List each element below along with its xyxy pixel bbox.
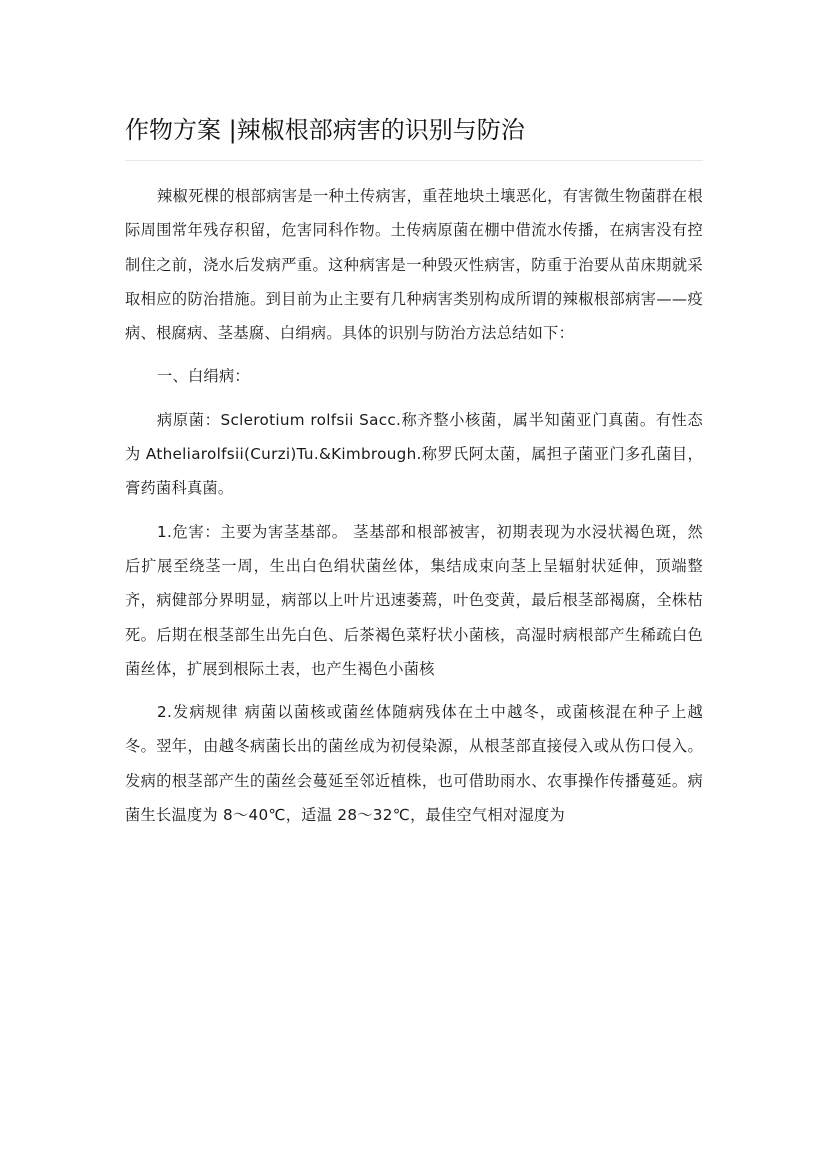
paragraph-damage: 1.危害：主要为害茎基部。 茎基部和根部被害，初期表现为水浸状褐色斑，然后扩展至绕茎一周，生出白色绢状菌丝体，集结成束向茎上呈辐射状延伸，顶端整齐，病健部分界明显，病部以上叶片迅速萎蔫，叶色变黄，最后根茎部褐腐，全株枯死。后期在根茎部生出先白色、后茶褐色菜籽状小菌核，高湿时病根部产生稀疏白色菌丝体，扩展到根际土表，也产生褐色小菌核 (125, 522, 703, 678)
section-heading-white-mold: 一、白绢病： (157, 367, 250, 386)
document-page (125, 100, 703, 832)
article-body (125, 179, 703, 832)
title-divider (125, 160, 703, 161)
paragraph-intro: 辣椒死棵的根部病害是一种土传病害，重茬地块土壤恶化，有害微生物菌群在根际周围常年残存积留，危害同科作物。土传病原菌在棚中借流水传播，在病害没有控制住之前，浇水后发病严重。这种病害是一种毁灭性病害，防重于治要从苗床期就采取相应的防治措施。到目前为止主要有几种病害类别构成所谓的辣椒根部病害——疫病、根腐病、茎基腐、白绢病。具体的识别与防治方法总结如下： (125, 187, 703, 343)
page-title: 作物方案 |辣椒根部病害的识别与防治 (125, 116, 525, 144)
paragraph-disease-pattern: 2.发病规律 病菌以菌核或菌丝体随病残体在土中越冬，或菌核混在种子上越冬。翌年，由越冬病菌长出的菌丝成为初侵染源，从根茎部直接侵入或从伤口侵入。发病的根茎部产生的菌丝会蔓延至邻近植株，也可借助雨水、农事操作传播蔓延。病菌生长温度为 8～40℃，适温 28～32℃，最佳空气相对湿度为 (125, 703, 703, 825)
paragraph-pathogen: 病原菌：Sclerotium rolfsii Sacc.称齐整小核菌，属半知菌亚门真菌。有性态为 Atheliarolfsii(Curzi)Tu.&Kimbrough.称罗氏阿太菌，属担子菌亚门多孔菌目，膏药菌科真菌。 (125, 410, 703, 498)
